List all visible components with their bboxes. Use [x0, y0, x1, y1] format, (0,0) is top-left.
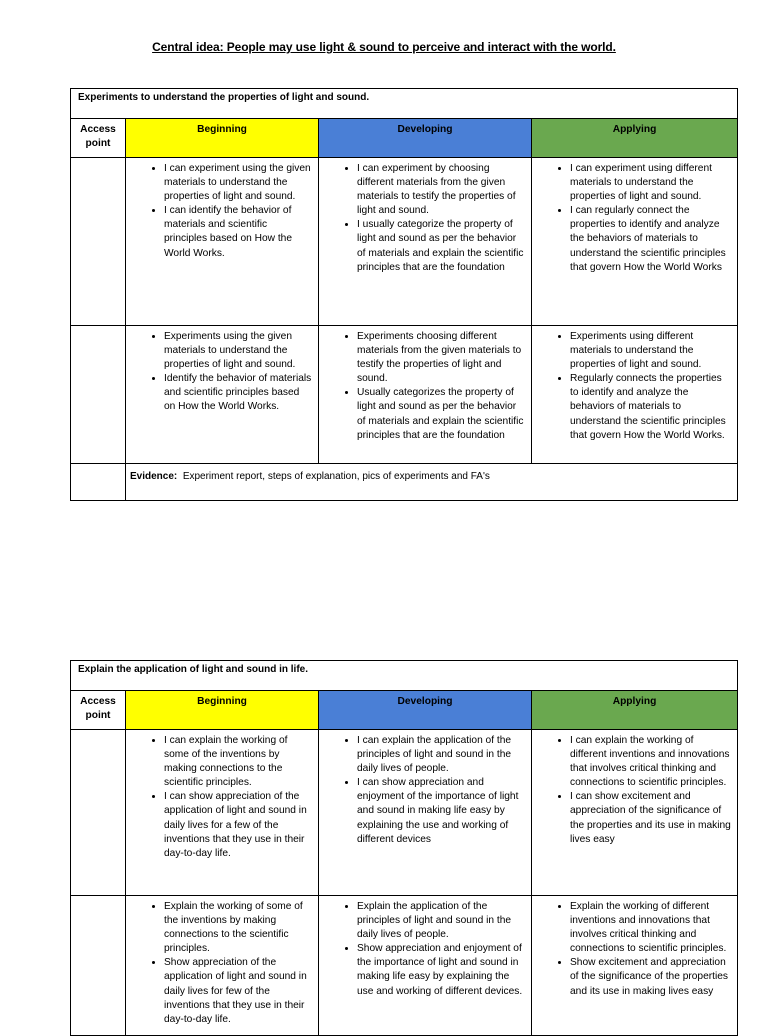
- list-item: • Explain the application of the principles of light and sound in the daily lives of people.: [357, 900, 525, 942]
- beginning-cell: [126, 326, 319, 464]
- list-item: • I can explain the working of different inventions and innovations that involves critical thinking and connections to scientific principles.: [570, 734, 731, 790]
- list-item: • Show appreciation of the application of light and sound in daily lives for few of the inventions that they use in their day-to-day life.: [164, 956, 312, 1026]
- table-caption: Experiments to understand the properties of light and sound.: [71, 89, 738, 119]
- applying-cell: [532, 730, 738, 896]
- list-item: • I can explain the application of the principles of light and sound in the daily lives of people.: [357, 734, 525, 776]
- list-item: • I can explain the working of some of the inventions by making connections to the scientific principles.: [164, 734, 312, 790]
- developing-cell: [319, 158, 532, 326]
- beginning-cell: [126, 896, 319, 1036]
- rubric-table-experiments: [70, 88, 738, 501]
- list-item: • I can experiment using different materials to understand the properties of light and sound.: [570, 162, 731, 204]
- table-row: [71, 896, 738, 1036]
- list-item: • I can identify the behavior of materials and scientific principles based on How the World Works.: [164, 204, 312, 260]
- access-point-cell: [71, 158, 126, 326]
- list-item: • I usually categorize the property of light and sound as per the behavior of materials and explain the scientific principles that are the foundation: [357, 218, 525, 274]
- header-applying: Applying: [532, 119, 738, 158]
- access-point-cell: [71, 896, 126, 1036]
- applying-cell: [532, 158, 738, 326]
- evidence-cell: [126, 464, 738, 501]
- list-item: • Identify the behavior of materials and scientific principles based on How the World Works.: [164, 372, 312, 414]
- list-item: • Experiments using different materials to understand the properties of light and sound.: [570, 330, 731, 372]
- developing-cell: [319, 896, 532, 1036]
- list-item: • I can show excitement and appreciation of the significance of the properties and its use in making lives easy: [570, 790, 731, 846]
- header-developing: Developing: [319, 119, 532, 158]
- access-point-cell: [71, 464, 126, 501]
- list-item: • Experiments using the given materials to understand the properties of light and sound.: [164, 330, 312, 372]
- list-item: • I can show appreciation and enjoyment of the importance of light and sound in making life easy by explaining the use and working of different devices: [357, 776, 525, 846]
- header-applying: Applying: [532, 691, 738, 730]
- developing-cell: [319, 730, 532, 896]
- header-access-point: Access point: [71, 691, 126, 730]
- header-developing: Developing: [319, 691, 532, 730]
- page-title: Central idea: People may use light & sound to perceive and interact with the world.: [152, 40, 616, 54]
- applying-cell: [532, 896, 738, 1036]
- list-item: • I can regularly connect the properties to identify and analyze the behaviors of materials to understand the scientific principles that govern How the World Works: [570, 204, 731, 274]
- header-beginning: Beginning: [126, 691, 319, 730]
- list-item: • Explain the working of some of the inventions by making connections to the scientific principles.: [164, 900, 312, 956]
- list-item: • Explain the working of different inventions and innovations that involves critical thinking and connections to scientific principles.: [570, 900, 731, 956]
- beginning-cell: [126, 730, 319, 896]
- table-row: [71, 326, 738, 464]
- list-item: • I can experiment using the given materials to understand the properties of light and sound.: [164, 162, 312, 204]
- applying-cell: [532, 326, 738, 464]
- evidence-label: Evidence:: [130, 471, 178, 482]
- evidence-text: Experiment report, steps of explanation, pics of experiments and FA's: [182, 471, 490, 482]
- list-item: • I can experiment by choosing different materials from the given materials to testify the properties of light and sound.: [357, 162, 525, 218]
- header-access-point: Access point: [71, 119, 126, 158]
- table-row: [71, 158, 738, 326]
- list-item: • Experiments choosing different materials from the given materials to testify the properties of light and sound.: [357, 330, 525, 386]
- access-point-cell: [71, 326, 126, 464]
- list-item: • Show appreciation and enjoyment of the importance of light and sound in making life easy by explaining the use and working of different devices.: [357, 942, 525, 998]
- list-item: • I can show appreciation of the application of light and sound in daily lives for a few of the inventions that they use in their day-to-day life.: [164, 790, 312, 860]
- beginning-cell: [126, 158, 319, 326]
- access-point-cell: [71, 730, 126, 896]
- table-caption: Explain the application of light and sound in life.: [71, 661, 738, 691]
- table-row: [71, 730, 738, 896]
- list-item: • Usually categorizes the property of light and sound as per the behavior of materials and explain the scientific principles that are the foundation: [357, 386, 525, 442]
- list-item: • Show excitement and appreciation of the significance of the properties and its use in making lives easy: [570, 956, 731, 998]
- developing-cell: [319, 326, 532, 464]
- header-beginning: Beginning: [126, 119, 319, 158]
- list-item: • Regularly connects the properties to identify and analyze the behaviors of materials to understand the scientific principles that govern How the World Works.: [570, 372, 731, 442]
- rubric-table-application: [70, 660, 738, 1036]
